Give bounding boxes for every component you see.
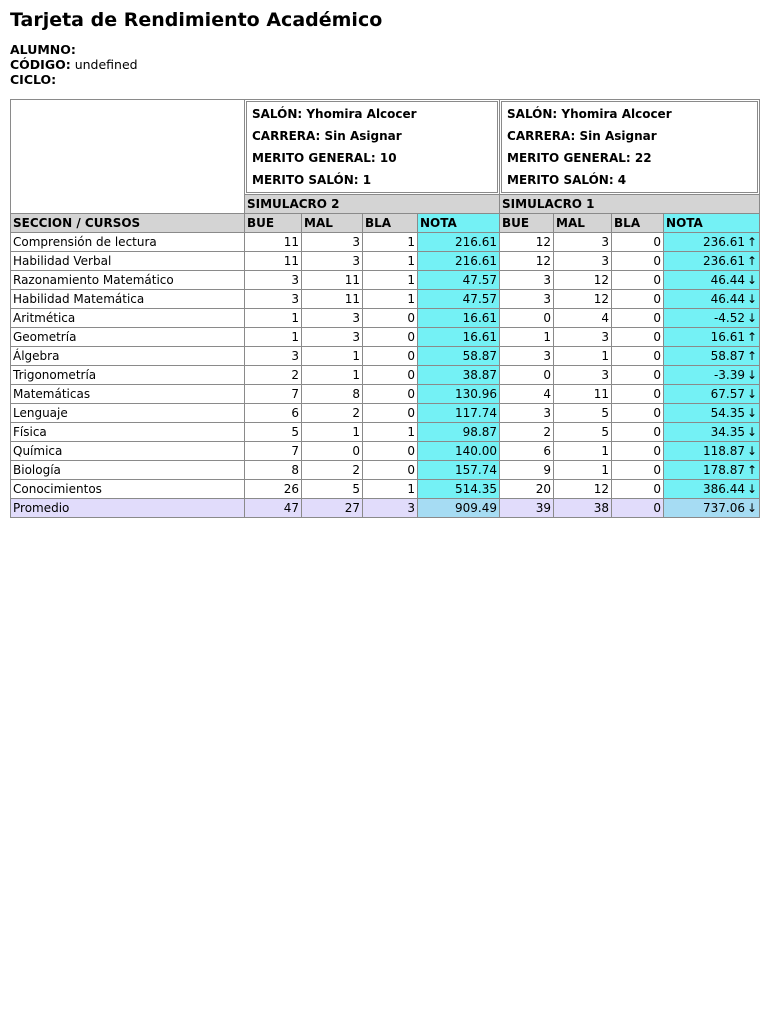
s2-mal-cell: 3 xyxy=(302,233,363,252)
course-name: Biología xyxy=(11,461,245,480)
s1-mal-cell: 3 xyxy=(554,328,612,347)
s1-bue-cell: 0 xyxy=(500,366,554,385)
s1-bla-cell: 0 xyxy=(612,366,664,385)
promedio-row xyxy=(11,499,760,518)
nota-value: 46.44 xyxy=(710,292,745,306)
course-name: Geometría xyxy=(11,328,245,347)
s2-mal-cell: 27 xyxy=(302,499,363,518)
nota-value: 54.35 xyxy=(710,406,745,420)
s1-mal-cell: 3 xyxy=(554,252,612,271)
table-row xyxy=(11,290,760,309)
s2-nota-cell: 909.49 xyxy=(418,499,500,518)
course-name: Habilidad Matemática xyxy=(11,290,245,309)
trend-arrow-icon: ↓ xyxy=(747,482,758,496)
simulacro-2-title: SIMULACRO 2 xyxy=(245,195,500,214)
nota-value: 236.61 xyxy=(703,254,745,268)
trend-arrow-icon: ↓ xyxy=(747,406,758,420)
s2-bue-cell: 1 xyxy=(245,309,302,328)
simulacro-2-carrera: CARRERA: Sin Asignar xyxy=(252,129,402,143)
s1-bla-cell: 0 xyxy=(612,347,664,366)
s1-nota-cell xyxy=(664,461,760,480)
s2-bue-cell: 1 xyxy=(245,328,302,347)
s2-mal-cell: 5 xyxy=(302,480,363,499)
table-row xyxy=(11,442,760,461)
table-row xyxy=(11,347,760,366)
table-row xyxy=(11,366,760,385)
nota-value: 34.35 xyxy=(710,425,745,439)
nota-value: 737.06 xyxy=(703,501,745,515)
s2-bue-cell: 47 xyxy=(245,499,302,518)
s2-bue-header: BUE xyxy=(245,214,302,233)
s2-bla-cell: 0 xyxy=(363,347,418,366)
s1-nota-cell xyxy=(664,347,760,366)
s1-bue-cell: 2 xyxy=(500,423,554,442)
s1-bla-cell: 0 xyxy=(612,309,664,328)
s2-bla-cell: 1 xyxy=(363,290,418,309)
table-row xyxy=(11,233,760,252)
nota-value: 178.87 xyxy=(703,463,745,477)
s1-bue-cell: 0 xyxy=(500,309,554,328)
empty-corner-cell xyxy=(11,100,245,214)
s2-mal-cell: 1 xyxy=(302,347,363,366)
simulacro-1-merito-general: MERITO GENERAL: 22 xyxy=(507,151,652,165)
s1-bue-cell: 3 xyxy=(500,404,554,423)
s1-bue-cell: 6 xyxy=(500,442,554,461)
s2-mal-header: MAL xyxy=(302,214,363,233)
nota-value: 58.87 xyxy=(710,349,745,363)
simulacro-1-salon: SALÓN: Yhomira Alcocer xyxy=(507,107,672,121)
s2-bla-cell: 3 xyxy=(363,499,418,518)
s1-nota-cell xyxy=(664,309,760,328)
s2-nota-cell: 216.61 xyxy=(418,252,500,271)
course-name: Física xyxy=(11,423,245,442)
s1-mal-cell: 3 xyxy=(554,366,612,385)
alumno-row xyxy=(10,42,760,57)
trend-arrow-icon: ↓ xyxy=(747,444,758,458)
s2-bla-cell: 0 xyxy=(363,461,418,480)
s2-bue-cell: 8 xyxy=(245,461,302,480)
performance-table xyxy=(10,99,760,518)
s1-bue-cell: 39 xyxy=(500,499,554,518)
s1-nota-cell xyxy=(664,423,760,442)
course-name: Lenguaje xyxy=(11,404,245,423)
s2-nota-cell: 38.87 xyxy=(418,366,500,385)
s1-mal-cell: 1 xyxy=(554,442,612,461)
codigo-row xyxy=(10,57,760,72)
s2-mal-cell: 2 xyxy=(302,461,363,480)
ciclo-row xyxy=(10,72,760,87)
s1-bla-cell: 0 xyxy=(612,423,664,442)
s1-nota-cell xyxy=(664,366,760,385)
nota-value: 386.44 xyxy=(703,482,745,496)
table-row xyxy=(11,328,760,347)
s1-bla-header: BLA xyxy=(612,214,664,233)
ciclo-label: CICLO: xyxy=(10,72,57,87)
s1-mal-cell: 5 xyxy=(554,404,612,423)
s2-bla-cell: 0 xyxy=(363,328,418,347)
simulacro-1-merito-salon: MERITO SALÓN: 4 xyxy=(507,173,627,187)
course-name: Conocimientos xyxy=(11,480,245,499)
s2-bue-cell: 11 xyxy=(245,233,302,252)
s1-mal-cell: 38 xyxy=(554,499,612,518)
s1-bue-cell: 3 xyxy=(500,347,554,366)
s1-nota-cell xyxy=(664,271,760,290)
s1-mal-cell: 11 xyxy=(554,385,612,404)
s2-nota-cell: 157.74 xyxy=(418,461,500,480)
section-column-header: SECCION / CURSOS xyxy=(11,214,245,233)
codigo-value: undefined xyxy=(74,57,138,72)
table-row xyxy=(11,309,760,328)
s2-mal-cell: 1 xyxy=(302,366,363,385)
s1-mal-cell: 4 xyxy=(554,309,612,328)
table-row xyxy=(11,252,760,271)
s2-nota-header: NOTA xyxy=(418,214,500,233)
page-title: Tarjeta de Rendimiento Académico xyxy=(10,9,383,31)
s2-bla-cell: 0 xyxy=(363,309,418,328)
s2-bla-cell: 1 xyxy=(363,252,418,271)
simulacro-1-info xyxy=(500,100,760,195)
s2-bla-cell: 0 xyxy=(363,385,418,404)
simulacro-2-merito-salon: MERITO SALÓN: 1 xyxy=(252,173,372,187)
s1-mal-cell: 12 xyxy=(554,480,612,499)
s2-mal-cell: 11 xyxy=(302,290,363,309)
s1-bue-cell: 1 xyxy=(500,328,554,347)
s2-nota-cell: 140.00 xyxy=(418,442,500,461)
student-info xyxy=(10,42,760,87)
s2-bue-cell: 3 xyxy=(245,271,302,290)
course-name: Química xyxy=(11,442,245,461)
trend-arrow-icon: ↓ xyxy=(747,292,758,306)
s1-bla-cell: 0 xyxy=(612,271,664,290)
s2-bue-cell: 11 xyxy=(245,252,302,271)
s1-bla-cell: 0 xyxy=(612,385,664,404)
s2-nota-cell: 16.61 xyxy=(418,328,500,347)
s1-mal-cell: 3 xyxy=(554,233,612,252)
s1-nota-cell xyxy=(664,404,760,423)
s1-mal-cell: 12 xyxy=(554,271,612,290)
s2-nota-cell: 514.35 xyxy=(418,480,500,499)
s2-bue-cell: 6 xyxy=(245,404,302,423)
table-row xyxy=(11,480,760,499)
codigo-label: CÓDIGO: xyxy=(10,57,71,72)
trend-arrow-icon: ↑ xyxy=(747,330,758,344)
column-header-row xyxy=(11,214,760,233)
s1-bue-cell: 9 xyxy=(500,461,554,480)
nota-value: 118.87 xyxy=(703,444,745,458)
simulacro-1-carrera: CARRERA: Sin Asignar xyxy=(507,129,657,143)
simulacro-2-box xyxy=(246,101,498,193)
s1-bla-cell: 0 xyxy=(612,480,664,499)
s2-bla-cell: 0 xyxy=(363,442,418,461)
simulacro-1-box xyxy=(501,101,758,193)
s2-bla-cell: 1 xyxy=(363,423,418,442)
table-row xyxy=(11,385,760,404)
s1-bue-cell: 4 xyxy=(500,385,554,404)
nota-value: 67.57 xyxy=(710,387,745,401)
nota-value: 16.61 xyxy=(710,330,745,344)
trend-arrow-icon: ↑ xyxy=(747,349,758,363)
simulacro-1-title: SIMULACRO 1 xyxy=(500,195,760,214)
s2-bue-cell: 3 xyxy=(245,347,302,366)
nota-value: -3.39 xyxy=(713,368,745,382)
s1-mal-cell: 1 xyxy=(554,461,612,480)
s1-bla-cell: 0 xyxy=(612,404,664,423)
trend-arrow-icon: ↓ xyxy=(747,387,758,401)
s2-mal-cell: 2 xyxy=(302,404,363,423)
s1-bue-cell: 3 xyxy=(500,290,554,309)
s2-mal-cell: 1 xyxy=(302,423,363,442)
table-row xyxy=(11,271,760,290)
s1-nota-cell xyxy=(664,442,760,461)
table-row xyxy=(11,423,760,442)
trend-arrow-icon: ↓ xyxy=(747,501,758,515)
s1-nota-cell xyxy=(664,252,760,271)
s2-bla-cell: 0 xyxy=(363,404,418,423)
nota-value: -4.52 xyxy=(713,311,745,325)
s1-bue-cell: 12 xyxy=(500,233,554,252)
s2-mal-cell: 11 xyxy=(302,271,363,290)
course-name: Aritmética xyxy=(11,309,245,328)
simulacro-info-row xyxy=(11,100,760,195)
s2-mal-cell: 8 xyxy=(302,385,363,404)
s2-nota-cell: 47.57 xyxy=(418,290,500,309)
s2-bue-cell: 2 xyxy=(245,366,302,385)
course-name: Razonamiento Matemático xyxy=(11,271,245,290)
s2-bue-cell: 7 xyxy=(245,442,302,461)
s2-bue-cell: 7 xyxy=(245,385,302,404)
s2-nota-cell: 47.57 xyxy=(418,271,500,290)
s2-bla-cell: 1 xyxy=(363,271,418,290)
s1-nota-cell xyxy=(664,290,760,309)
report-page xyxy=(10,8,760,515)
s2-nota-cell: 58.87 xyxy=(418,347,500,366)
simulacro-2-info xyxy=(245,100,500,195)
s1-nota-cell xyxy=(664,328,760,347)
trend-arrow-icon: ↓ xyxy=(747,425,758,439)
s1-bue-cell: 12 xyxy=(500,252,554,271)
s2-nota-cell: 130.96 xyxy=(418,385,500,404)
s1-bla-cell: 0 xyxy=(612,290,664,309)
course-name: Habilidad Verbal xyxy=(11,252,245,271)
trend-arrow-icon: ↓ xyxy=(747,273,758,287)
s2-mal-cell: 3 xyxy=(302,309,363,328)
nota-value: 46.44 xyxy=(710,273,745,287)
s1-mal-cell: 5 xyxy=(554,423,612,442)
s1-bla-cell: 0 xyxy=(612,252,664,271)
s1-nota-cell xyxy=(664,499,760,518)
s2-bla-cell: 1 xyxy=(363,480,418,499)
table-row xyxy=(11,404,760,423)
s2-mal-cell: 3 xyxy=(302,328,363,347)
trend-arrow-icon: ↓ xyxy=(747,311,758,325)
s1-mal-cell: 12 xyxy=(554,290,612,309)
s1-mal-header: MAL xyxy=(554,214,612,233)
s1-nota-cell xyxy=(664,480,760,499)
trend-arrow-icon: ↑ xyxy=(747,254,758,268)
s1-bue-cell: 3 xyxy=(500,271,554,290)
course-name: Trigonometría xyxy=(11,366,245,385)
s2-bue-cell: 3 xyxy=(245,290,302,309)
simulacro-2-merito-general: MERITO GENERAL: 10 xyxy=(252,151,397,165)
s2-bla-cell: 0 xyxy=(363,366,418,385)
alumno-label: ALUMNO: xyxy=(10,42,76,57)
s2-bue-cell: 5 xyxy=(245,423,302,442)
s1-nota-cell xyxy=(664,385,760,404)
s1-bue-cell: 20 xyxy=(500,480,554,499)
simulacro-2-salon: SALÓN: Yhomira Alcocer xyxy=(252,107,417,121)
s2-bla-cell: 1 xyxy=(363,233,418,252)
s1-nota-cell xyxy=(664,233,760,252)
nota-value: 236.61 xyxy=(703,235,745,249)
course-name: Álgebra xyxy=(11,347,245,366)
s1-bla-cell: 0 xyxy=(612,233,664,252)
table-row xyxy=(11,461,760,480)
s1-nota-header: NOTA xyxy=(664,214,760,233)
s1-bla-cell: 0 xyxy=(612,461,664,480)
s2-mal-cell: 3 xyxy=(302,252,363,271)
course-name: Matemáticas xyxy=(11,385,245,404)
s2-nota-cell: 16.61 xyxy=(418,309,500,328)
trend-arrow-icon: ↑ xyxy=(747,235,758,249)
s2-mal-cell: 0 xyxy=(302,442,363,461)
trend-arrow-icon: ↓ xyxy=(747,368,758,382)
s1-bla-cell: 0 xyxy=(612,499,664,518)
s2-nota-cell: 98.87 xyxy=(418,423,500,442)
s1-bue-header: BUE xyxy=(500,214,554,233)
course-name: Comprensión de lectura xyxy=(11,233,245,252)
s2-nota-cell: 216.61 xyxy=(418,233,500,252)
s1-bla-cell: 0 xyxy=(612,328,664,347)
s1-mal-cell: 1 xyxy=(554,347,612,366)
s2-bue-cell: 26 xyxy=(245,480,302,499)
course-name: Promedio xyxy=(11,499,245,518)
trend-arrow-icon: ↑ xyxy=(747,463,758,477)
s2-bla-header: BLA xyxy=(363,214,418,233)
s1-bla-cell: 0 xyxy=(612,442,664,461)
s2-nota-cell: 117.74 xyxy=(418,404,500,423)
